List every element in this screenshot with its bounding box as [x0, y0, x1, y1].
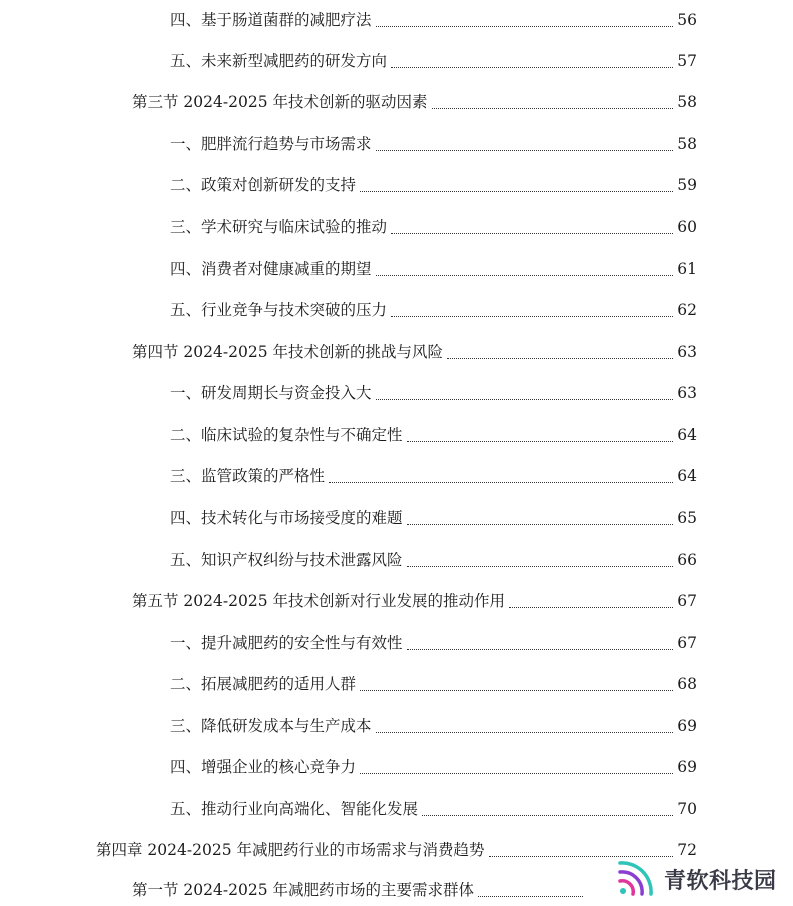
toc-entry-title: 第四章 2024-2025 年减肥药行业的市场需求与消费趋势 — [96, 841, 485, 859]
toc-page-number: 72 — [677, 841, 697, 859]
toc-page-number: 64 — [677, 426, 697, 444]
dot-leader — [391, 232, 673, 234]
toc-page-number: 64 — [677, 467, 697, 485]
toc-chapter-entry[interactable] — [96, 836, 697, 860]
dot-leader — [407, 440, 674, 442]
dot-leader — [422, 814, 673, 816]
watermark-text: 青软科技园 — [664, 868, 777, 894]
toc-entry-title: 第三节 2024-2025 年技术创新的驱动因素 — [132, 93, 428, 111]
toc-entry-title: 三、监管政策的严格性 — [170, 467, 326, 485]
toc-entry-title: 第四节 2024-2025 年技术创新的挑战与风险 — [132, 343, 443, 361]
toc-page-number: 63 — [677, 384, 697, 402]
toc-section-entry[interactable] — [132, 587, 697, 611]
dot-leader — [360, 772, 673, 774]
toc-entry-title: 五、未来新型减肥药的研发方向 — [170, 52, 388, 70]
toc-page-number: 69 — [677, 758, 697, 776]
toc-entry-title: 一、肥胖流行趋势与市场需求 — [170, 135, 372, 153]
toc-entry[interactable] — [170, 6, 697, 30]
toc-entry[interactable] — [170, 296, 697, 320]
toc-page-number: 66 — [677, 551, 697, 569]
toc-entry[interactable] — [170, 712, 697, 736]
watermark — [614, 852, 793, 906]
toc-entry-title: 五、推动行业向高端化、智能化发展 — [170, 800, 419, 818]
toc-entry-title: 四、基于肠道菌群的减肥疗法 — [170, 11, 372, 29]
toc-page-number: 58 — [677, 93, 697, 111]
toc-entry[interactable] — [170, 379, 697, 403]
toc-entry[interactable] — [170, 546, 697, 570]
dot-leader — [329, 481, 673, 483]
toc-page-number: 58 — [677, 135, 697, 153]
toc-entry-title: 一、提升减肥药的安全性与有效性 — [170, 634, 403, 652]
dot-leader — [391, 66, 673, 68]
toc-page-number: 61 — [677, 260, 697, 278]
signal-waves-icon — [614, 857, 658, 901]
toc-entry-title: 五、行业竞争与技术突破的压力 — [170, 301, 388, 319]
toc-page-number: 68 — [677, 675, 697, 693]
toc-entry[interactable] — [170, 47, 697, 71]
dot-leader — [376, 149, 674, 151]
dot-leader — [360, 190, 673, 192]
toc-entry[interactable] — [170, 753, 697, 777]
toc-entry-title: 三、学术研究与临床试验的推动 — [170, 218, 388, 236]
toc-page-number: 70 — [677, 800, 697, 818]
toc-entry[interactable] — [170, 130, 697, 154]
dot-leader — [432, 107, 674, 109]
toc-entry[interactable] — [170, 795, 697, 819]
toc-entry-title: 二、临床试验的复杂性与不确定性 — [170, 426, 403, 444]
toc-entry-title: 五、知识产权纠纷与技术泄露风险 — [170, 551, 403, 569]
toc-entry-title: 二、拓展减肥药的适用人群 — [170, 675, 357, 693]
toc-entry-title: 第一节 2024-2025 年减肥药市场的主要需求群体 — [132, 881, 474, 899]
toc-page-number: 57 — [677, 52, 697, 70]
toc-page-number: 60 — [677, 218, 697, 236]
toc-entry[interactable] — [170, 255, 697, 279]
dot-leader — [376, 731, 674, 733]
toc-entry[interactable] — [170, 462, 697, 486]
toc-section-entry[interactable] — [132, 876, 587, 900]
dot-leader — [391, 315, 673, 317]
dot-leader — [407, 565, 674, 567]
toc-page-number: 67 — [677, 634, 697, 652]
toc-entry[interactable] — [170, 504, 697, 528]
toc-entry[interactable] — [170, 171, 697, 195]
dot-leader — [407, 648, 674, 650]
toc-entry[interactable] — [170, 421, 697, 445]
toc-entry-title: 第五节 2024-2025 年技术创新对行业发展的推动作用 — [132, 592, 505, 610]
toc-page-number: 69 — [677, 717, 697, 735]
toc-page-number: 56 — [677, 11, 697, 29]
toc-entry-title: 四、消费者对健康减重的期望 — [170, 260, 372, 278]
toc-entry-title: 四、技术转化与市场接受度的难题 — [170, 509, 403, 527]
toc-entry-title: 四、增强企业的核心竞争力 — [170, 758, 357, 776]
dot-leader — [360, 689, 673, 691]
toc-page-number: 67 — [677, 592, 697, 610]
dot-leader — [376, 398, 674, 400]
toc-entry-title: 三、降低研发成本与生产成本 — [170, 717, 372, 735]
toc-page-number: 63 — [677, 343, 697, 361]
toc-page-number: 62 — [677, 301, 697, 319]
dot-leader — [376, 25, 674, 27]
toc-page-number: 65 — [677, 509, 697, 527]
toc-entry-title: 一、研发周期长与资金投入大 — [170, 384, 372, 402]
dot-leader — [509, 606, 673, 608]
dot-leader — [447, 357, 673, 359]
dot-leader — [407, 523, 674, 525]
toc-page-number: 59 — [677, 176, 697, 194]
toc-section-entry[interactable] — [132, 338, 697, 362]
dot-leader — [376, 274, 674, 276]
dot-leader — [478, 895, 583, 897]
toc-section-entry[interactable] — [132, 88, 697, 112]
toc-entry[interactable] — [170, 213, 697, 237]
toc-entry[interactable] — [170, 629, 697, 653]
toc-entry-title: 二、政策对创新研发的支持 — [170, 176, 357, 194]
toc-entry[interactable] — [170, 670, 697, 694]
